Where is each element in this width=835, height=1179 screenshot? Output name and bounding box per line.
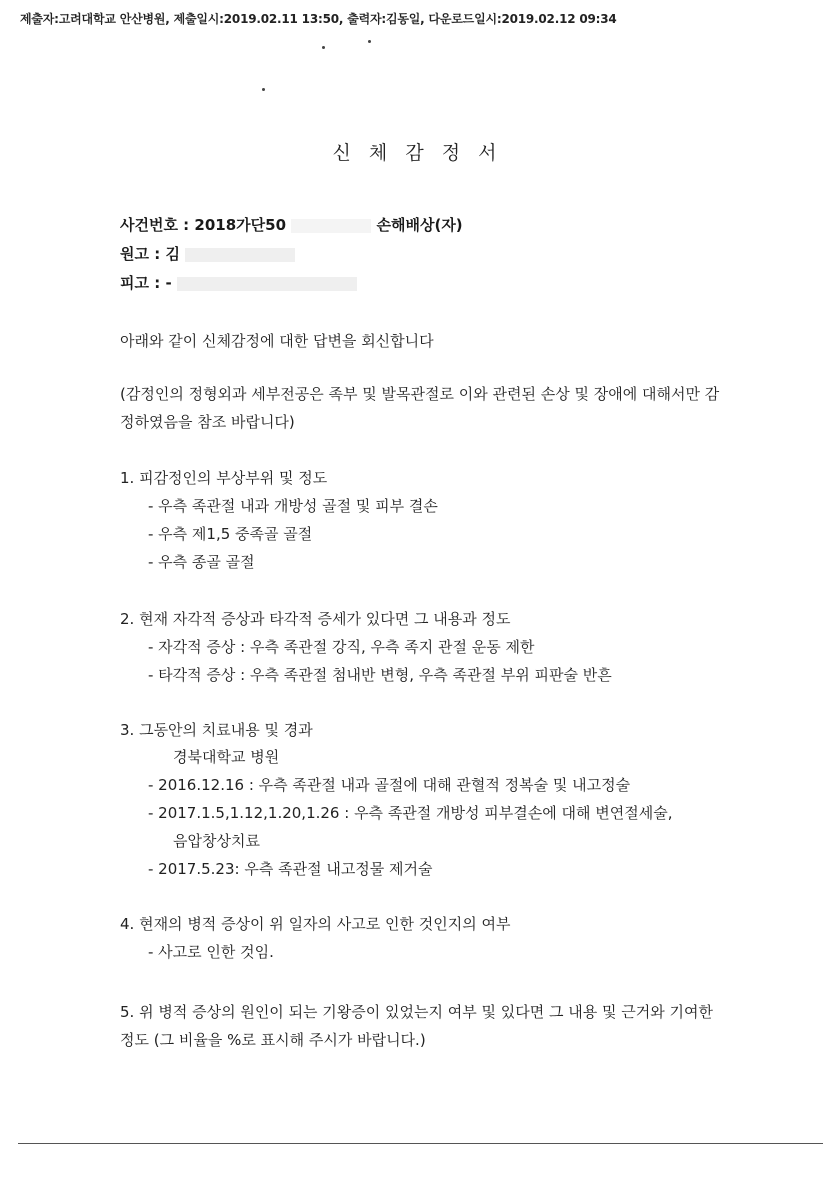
scan-speck xyxy=(368,40,371,43)
section-2-heading: 2. 현재 자각적 증상과 타각적 증세가 있다면 그 내용과 정도 xyxy=(120,610,511,628)
header-metadata: 제출자:고려대학교 안산병원, 제출일시:2019.02.11 13:50, 출력자:김동일, 다운로드일시:2019.02.12 09:34 xyxy=(20,12,617,26)
defendant-line xyxy=(120,272,357,293)
scan-speck xyxy=(262,88,265,91)
document-title: 신 체 감 정 서 xyxy=(332,142,503,164)
page-bottom-border xyxy=(18,1143,823,1144)
case-number-line xyxy=(120,214,463,235)
note-text: (감정인의 정형외과 세부전공은 족부 및 발목관절로 이와 관련된 손상 및 장애에 대해서만 감정하였음을 참조 바랍니다) xyxy=(120,385,720,431)
section-2-item: - 자각적 증상 : 우측 족관절 강직, 우측 족지 관절 운동 제한 xyxy=(148,638,535,656)
section-1-item: - 우측 종골 골절 xyxy=(148,553,255,571)
intro-text: 아래와 같이 신체감정에 대한 답변을 회신합니다 xyxy=(120,332,434,350)
case-number: 2018가단50 xyxy=(194,216,287,234)
scan-speck xyxy=(322,46,325,49)
section-4-item: - 사고로 인한 것임. xyxy=(148,943,274,961)
plaintiff-name: 김 xyxy=(165,245,180,263)
section-3-item-continued: 음압창상치료 xyxy=(173,832,260,850)
section-3-item: - 2017.1.5,1.12,1.20,1.26 : 우측 족관절 개방성 피부결손에 대해 변연절세술, xyxy=(148,804,673,822)
section-4-heading: 4. 현재의 병적 증상이 위 일자의 사고로 인한 것인지의 여부 xyxy=(120,915,511,933)
redaction-block xyxy=(185,248,295,262)
plaintiff-label: 원고 : xyxy=(120,245,161,263)
section-3-item: - 2016.12.16 : 우측 족관절 내과 골절에 대해 관혈적 정복술 및 내고정술 xyxy=(148,776,631,794)
section-3-heading: 3. 그동안의 치료내용 및 경과 xyxy=(120,721,313,739)
section-2-item: - 타각적 증상 : 우측 족관절 첨내반 변형, 우측 족관절 부위 피판술 반흔 xyxy=(148,666,612,684)
redaction-block xyxy=(291,219,371,233)
case-type: 손해배상(자) xyxy=(376,216,463,234)
section-5-heading: 5. 위 병적 증상의 원인이 되는 기왕증이 있었는지 여부 및 있다면 그 내용 및 근거와 기여한 정도 (그 비율을 %로 표시해 주시가 바랍니다.) xyxy=(120,1003,713,1049)
section-1-heading: 1. 피감정인의 부상부위 및 정도 xyxy=(120,469,328,487)
plaintiff-line xyxy=(120,243,295,264)
section-1-item: - 우측 제1,5 중족골 골절 xyxy=(148,525,313,543)
defendant-label: 피고 : xyxy=(120,274,161,292)
section-1-item: - 우측 족관절 내과 개방성 골절 및 피부 결손 xyxy=(148,497,438,515)
defendant-name: - xyxy=(165,274,172,292)
case-number-label: 사건번호 : xyxy=(120,216,190,234)
redaction-block xyxy=(177,277,357,291)
section-3-hospital: 경북대학교 병원 xyxy=(173,748,280,766)
section-3-item: - 2017.5.23: 우측 족관절 내고정물 제거술 xyxy=(148,860,433,878)
